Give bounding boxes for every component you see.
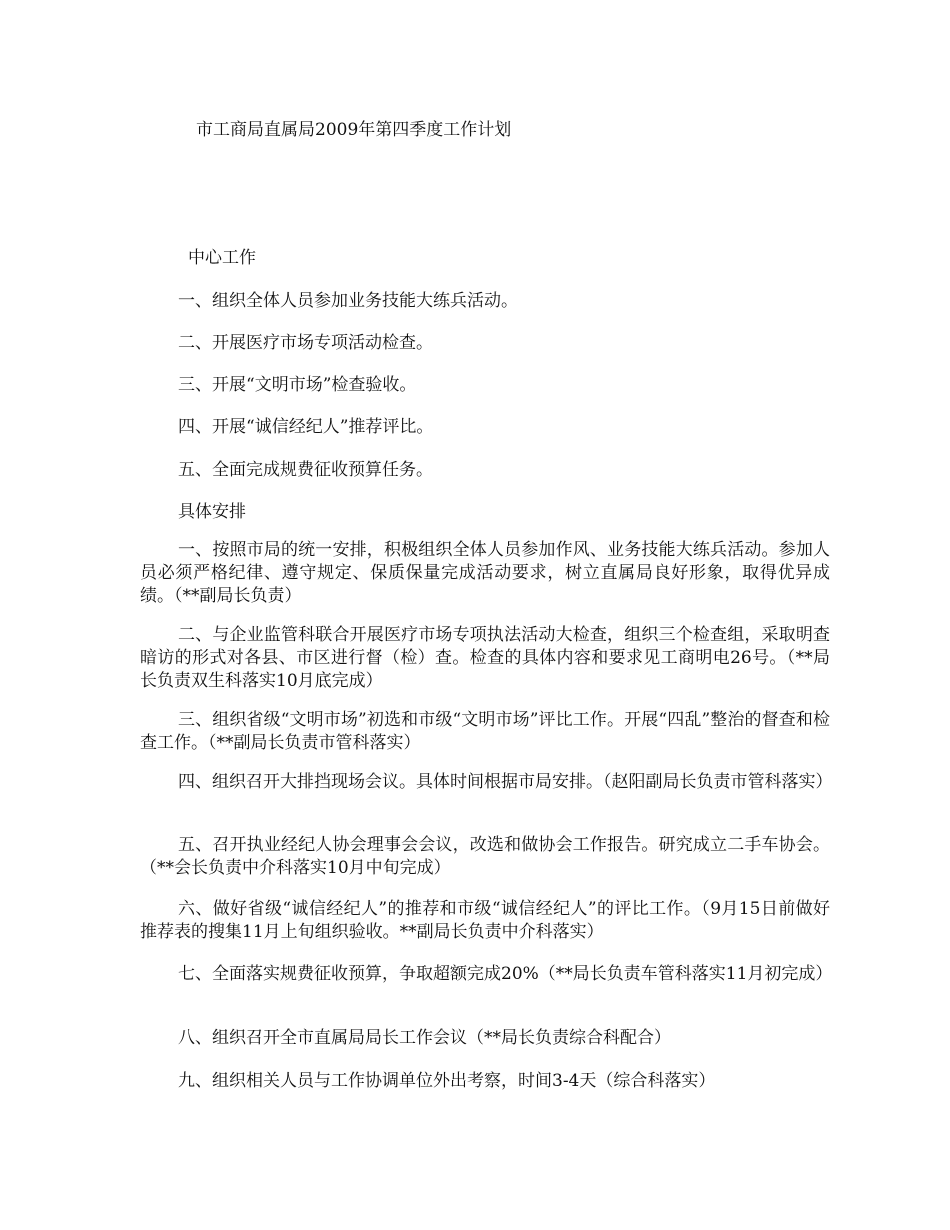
detail-item-4: 四、组织召开大排挡现场会议。具体时间根据市局安排。（赵阳副局长负责市管科落实） bbox=[178, 772, 833, 792]
detail-item-5: 五、召开执业经纪人协会理事会会议，改选和做协会工作报告。研究成立二手车协会。（**会长负责中介科落实10月中旬完成） bbox=[140, 835, 830, 878]
center-item-5: 五、全面完成规费征收预算任务。 bbox=[178, 460, 433, 480]
detail-item-2: 二、与企业监管科联合开展医疗市场专项执法活动大检查，组织三个检查组，采取明查暗访的形式对各县、市区进行督（检）查。检查的具体内容和要求见工商明电26号。（**局长负责双生科落实10月底完成） bbox=[140, 625, 830, 691]
center-item-2: 二、开展医疗市场专项活动检查。 bbox=[178, 333, 433, 353]
center-item-1: 一、组织全体人员参加业务技能大练兵活动。 bbox=[178, 291, 518, 311]
center-item-4: 四、开展“诚信经纪人”推荐评比。 bbox=[178, 417, 434, 437]
detail-item-7: 七、全面落实规费征收预算，争取超额完成20%（**局长负责车管科落实11月初完成） bbox=[178, 964, 833, 984]
detail-item-1: 一、按照市局的统一安排，积极组织全体人员参加作风、业务技能大练兵活动。参加人员必须严格纪律、遵守规定、保质保量完成活动要求，树立直属局良好形象，取得优异成绩。（**副局长负责） bbox=[140, 540, 830, 606]
document-title: 市工商局直属局2009年第四季度工作计划 bbox=[196, 120, 512, 140]
detail-item-3: 三、组织省级“文明市场”初选和市级“文明市场”评比工作。开展“四乱”整治的督查和检查工作。（**副局长负责市管科落实） bbox=[140, 710, 830, 753]
detail-heading: 具体安排 bbox=[178, 502, 246, 522]
detail-item-6: 六、做好省级“诚信经纪人”的推荐和市级“诚信经纪人”的评比工作。（9月15日前做好推荐表的搜集11月上旬组织验收。**副局长负责中介科落实） bbox=[140, 899, 830, 942]
center-work-heading: 中心工作 bbox=[188, 248, 256, 268]
detail-item-8: 八、组织召开全市直属局局长工作会议（**局长负责综合科配合） bbox=[178, 1028, 671, 1048]
center-item-3: 三、开展“文明市场”检查验收。 bbox=[178, 375, 417, 395]
detail-item-9: 九、组织相关人员与工作协调单位外出考察，时间3-4天（综合科落实） bbox=[178, 1071, 716, 1091]
